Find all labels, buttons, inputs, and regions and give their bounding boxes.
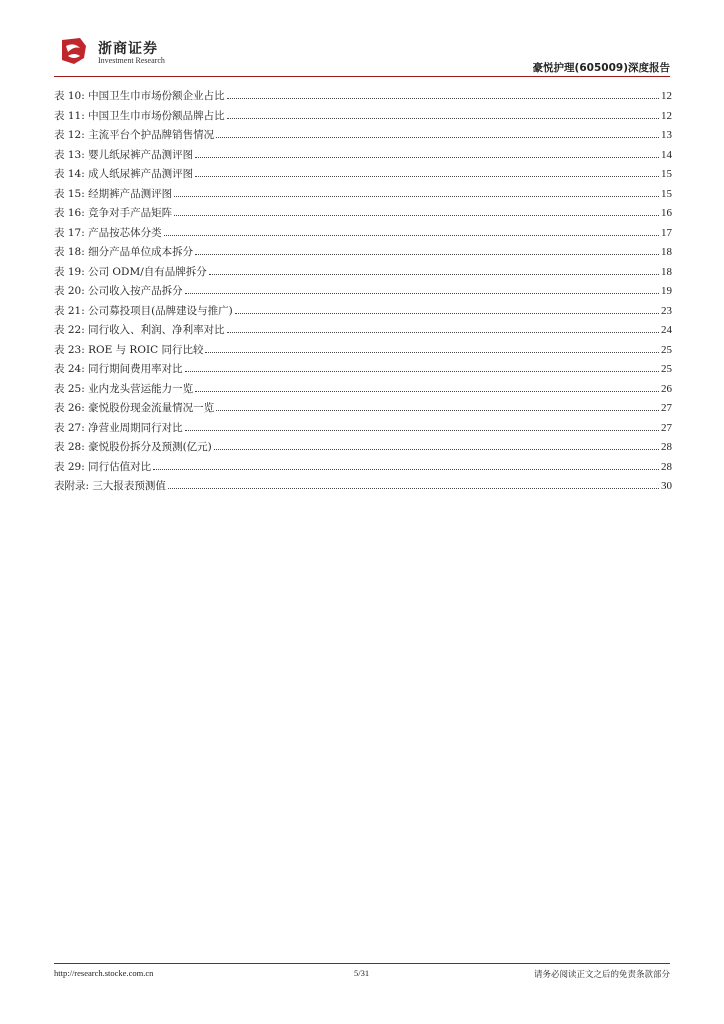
toc-entry-label: 表 11: 中国卫生巾市场份额品牌占比 bbox=[54, 109, 225, 122]
toc-entry-label: 表 28: 豪悦股份拆分及预测(亿元) bbox=[54, 441, 212, 453]
toc-entry-page: 25 bbox=[661, 343, 672, 356]
toc-entry[interactable] bbox=[54, 478, 672, 498]
toc-entry[interactable] bbox=[54, 439, 672, 459]
toc-entry[interactable] bbox=[54, 108, 672, 128]
toc-entry[interactable] bbox=[54, 361, 672, 381]
toc-entry-label: 表 24: 同行期间费用率对比 bbox=[54, 363, 183, 375]
toc-dot-leader bbox=[174, 214, 659, 216]
footer-url-link[interactable]: http://research.stocke.com.cn bbox=[54, 968, 154, 978]
toc-dot-leader bbox=[214, 448, 659, 450]
toc-entry[interactable] bbox=[54, 322, 672, 342]
toc-entry-page: 12 bbox=[661, 109, 672, 122]
toc-entry-page: 14 bbox=[661, 148, 672, 161]
toc-entry-label: 表 22: 同行收入、利润、净利率对比 bbox=[54, 324, 225, 336]
toc-entry-page: 26 bbox=[661, 382, 672, 395]
toc-entry[interactable] bbox=[54, 186, 672, 206]
toc-entry-page: 23 bbox=[661, 304, 672, 317]
toc-entry-page: 15 bbox=[661, 187, 672, 200]
header-divider bbox=[54, 76, 670, 77]
toc-entry-label: 表附录: 三大报表预测值 bbox=[54, 480, 166, 492]
page-number: 5/31 bbox=[354, 968, 370, 978]
toc-entry-page: 27 bbox=[661, 402, 672, 414]
report-title: 豪悦护理(605009)深度报告 bbox=[532, 62, 670, 74]
toc-entry-label: 表 15: 经期裤产品测评图 bbox=[54, 187, 173, 200]
toc-entry-label: 表 27: 净营业周期同行对比 bbox=[54, 421, 183, 434]
toc-entry-label: 表 13: 婴儿纸尿裤产品测评图 bbox=[54, 148, 194, 161]
toc-entry-label: 表 12: 主流平台个护品牌销售情况 bbox=[54, 129, 215, 141]
toc-entry-page: 24 bbox=[661, 324, 672, 336]
toc-dot-leader bbox=[227, 97, 659, 99]
toc-entry-label: 表 14: 成人纸尿裤产品测评图 bbox=[54, 168, 194, 180]
toc-entry[interactable] bbox=[54, 225, 672, 245]
toc-entry[interactable] bbox=[54, 166, 672, 186]
table-of-contents bbox=[54, 88, 672, 498]
toc-entry[interactable] bbox=[54, 420, 672, 440]
toc-dot-leader bbox=[195, 390, 659, 392]
toc-entry[interactable] bbox=[54, 459, 672, 479]
toc-entry-label: 表 17: 产品按芯体分类 bbox=[54, 226, 162, 239]
toc-entry-page: 17 bbox=[661, 226, 672, 239]
toc-dot-leader bbox=[185, 292, 659, 294]
toc-dot-leader bbox=[195, 253, 659, 255]
toc-entry-label: 表 23: ROE 与 ROIC 同行比较 bbox=[54, 343, 204, 356]
toc-dot-leader bbox=[168, 487, 659, 489]
toc-entry[interactable] bbox=[54, 147, 672, 167]
toc-entry-page: 25 bbox=[661, 363, 672, 375]
toc-entry-label: 表 29: 同行估值对比 bbox=[54, 460, 152, 473]
toc-dot-leader bbox=[174, 195, 659, 197]
footer-divider bbox=[54, 963, 670, 964]
logo-icon bbox=[56, 36, 92, 66]
toc-entry-page: 18 bbox=[661, 265, 672, 278]
toc-dot-leader bbox=[153, 468, 659, 470]
toc-entry[interactable] bbox=[54, 283, 672, 303]
toc-entry-page: 18 bbox=[661, 246, 672, 258]
toc-entry-page: 15 bbox=[661, 168, 672, 180]
toc-dot-leader bbox=[185, 370, 659, 372]
toc-entry[interactable] bbox=[54, 88, 672, 108]
toc-entry-label: 表 20: 公司收入按产品拆分 bbox=[54, 285, 183, 297]
toc-entry[interactable] bbox=[54, 381, 672, 401]
toc-entry-page: 12 bbox=[661, 90, 672, 102]
toc-dot-leader bbox=[227, 117, 659, 119]
page-header bbox=[54, 36, 670, 76]
toc-entry-page: 19 bbox=[661, 285, 672, 297]
toc-entry-label: 表 10: 中国卫生巾市场份额企业占比 bbox=[54, 90, 225, 102]
toc-entry[interactable] bbox=[54, 303, 672, 323]
logo-name-cn: 浙商证券 bbox=[98, 41, 158, 57]
logo-name-en: Investment Research bbox=[98, 56, 165, 65]
toc-entry[interactable] bbox=[54, 342, 672, 362]
toc-entry-label: 表 16: 竞争对手产品矩阵 bbox=[54, 207, 173, 219]
toc-entry-label: 表 25: 业内龙头营运能力一览 bbox=[54, 382, 194, 395]
toc-entry-page: 16 bbox=[661, 207, 672, 219]
toc-entry-page: 28 bbox=[661, 441, 672, 453]
toc-entry[interactable] bbox=[54, 264, 672, 284]
toc-entry[interactable] bbox=[54, 400, 672, 420]
toc-dot-leader bbox=[235, 312, 659, 314]
toc-entry-page: 28 bbox=[661, 460, 672, 473]
toc-dot-leader bbox=[164, 234, 659, 236]
toc-dot-leader bbox=[195, 156, 659, 158]
toc-dot-leader bbox=[216, 409, 659, 411]
toc-dot-leader bbox=[216, 136, 659, 138]
toc-entry[interactable] bbox=[54, 127, 672, 147]
toc-entry-label: 表 18: 细分产品单位成本拆分 bbox=[54, 246, 194, 258]
toc-entry[interactable] bbox=[54, 244, 672, 264]
toc-entry-page: 13 bbox=[661, 129, 672, 141]
toc-dot-leader bbox=[185, 429, 659, 431]
toc-entry-label: 表 21: 公司募投项目(品牌建设与推广) bbox=[54, 304, 233, 317]
toc-dot-leader bbox=[209, 273, 659, 275]
toc-entry-label: 表 19: 公司 ODM/自有品牌拆分 bbox=[54, 265, 207, 278]
footer-disclaimer: 请务必阅读正文之后的免责条款部分 bbox=[533, 970, 670, 980]
toc-dot-leader bbox=[195, 175, 659, 177]
toc-entry-page: 27 bbox=[661, 421, 672, 434]
page-footer bbox=[54, 968, 670, 982]
toc-entry-page: 30 bbox=[661, 480, 672, 492]
toc-entry-label: 表 26: 豪悦股份现金流量情况一览 bbox=[54, 402, 215, 414]
toc-dot-leader bbox=[205, 351, 659, 353]
toc-entry[interactable] bbox=[54, 205, 672, 225]
toc-dot-leader bbox=[227, 331, 659, 333]
